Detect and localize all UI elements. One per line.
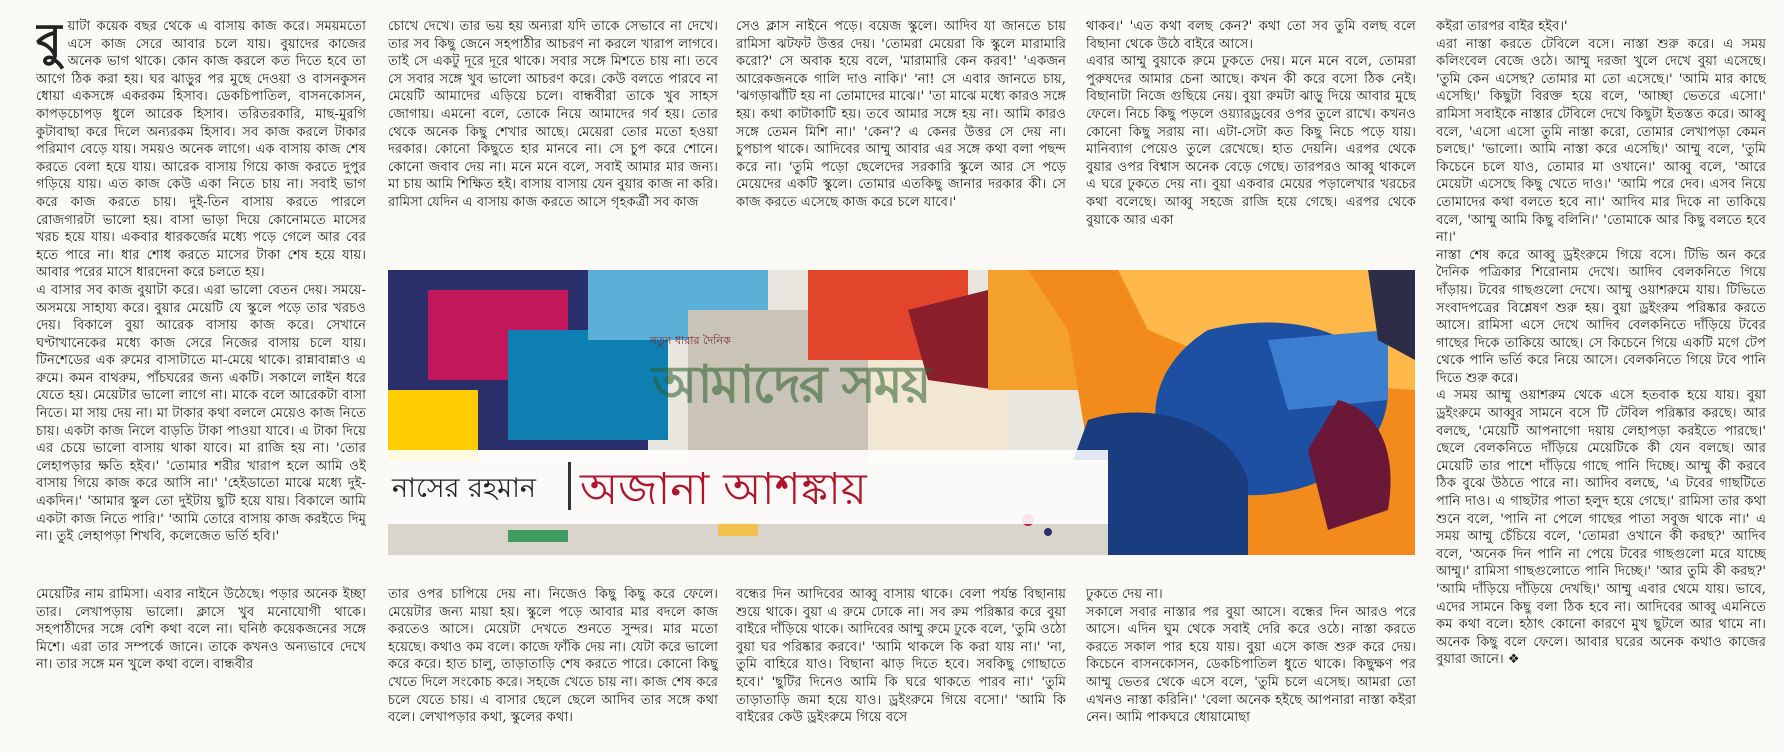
- article-column-1: [36, 18, 366, 583]
- column-text: থাকব।' 'এত কথা বলছ কেন?' কথা তো সব তুমি বলছ বলে বিছানা থেকে উঠে বাইরে আসে। এবার আম্মু বুয়াকে রুমে ঢুকতে দেয়। মনে মনে বলে, তোমরা পুরুষদের আমার চেনা আছে। কখন কী করে বসো ঠিক নেই। বিছানাটা নিজে গুছিয়ে নেয়। বুয়া রুমটা ঝাড়ু দিয়ে আবার মুছে ফেলে। নিচে কিছু পড়লে ওয়্যারড্রবের ওপর তুলে রাখে। কখনও কোনো কিছু সরায় না। এটা-সেটা কত কিছু নিচে পড়ে যায়। মানিব্যাগ পেয়েও তুলে রেখেছে। হাত দেয়নি। এরপর থেকে বুয়ার ওপর বিশ্বাস অনেক বেড়ে গেছে। তারপরও আব্বু থাকলে এ ঘরে ঢুকতে দেয় না। বুয়া একবার মেয়ের পড়ালেখার খরচের কথা বলেছে। আব্বু সহজে রাজি হয়ে গেছে। এরপর থেকে বুয়াকে আর একা: [1086, 19, 1416, 228]
- column-text: সেও ক্লাস নাইনে পড়ে। বয়েজ স্কুলে। আদিব যা জানতে চায় রামিসা ঝটফট উত্তর দেয়। 'তোমরা মেয়েরা কি স্কুলে মারামারি করো?' সে অবাক হয়ে বলে, 'মারামারি কেন করব!' 'একজন আরেকজনকে গালি দাও নাকি।' 'না! সে এবার জানতে চায়, 'ঝগড়াঝাঁটি হয় না তোমাদের মাঝে।' 'তা মাঝে মধ্যে কারও সঙ্গে হয়। কথা কাটাকাটি হয়। তবে আমার সঙ্গে হয় না। আমি কারও সঙ্গে তেমন মিশি না।' 'কেন'? এ কেনর উত্তর সে দেয় না। চুপচাপ থাকে। আদিবের আম্মু আবার এর সঙ্গে কথা বলা পছন্দ করে না। 'তুমি পড়ো ছেলেদের সরকারি স্কুলে আর সে পড়ে মেয়েদের একটি স্কুলে। তোমার এতকিছু জানার দরকার কী। সে কাজ করতে এসেছে কাজ করে চলে যাবে।': [736, 19, 1066, 210]
- article-column-3: [736, 18, 1066, 263]
- column-text: ঢুকতে দেয় না। সকালে সবার নাস্তার পর বুয়া আসে। বন্ধের দিন আরও পরে আসে। এদিন ঘুম থেকে সবাই দেরি করে ওঠে। নাস্তা করতে করতে সকাল পার হয়ে যায়। বুয়া এসে কাজ শুরু করে দেয়। কিচেনে বাসনকোসন, ডেকচিপাতিল ধুতে থাকে। কিছুক্ষণ পর আম্মু ভেতর থেকে এসে বলে, 'তুমি চলে এসেছ। আমরা তো এখনও নাস্তা করিনি।' 'বেলা অনেক হইছে আপনারা নাস্তা কইরা নেন। আমি পাকঘরে ধোয়ামোছা: [1086, 587, 1416, 726]
- article-column-1-bottom: [36, 586, 366, 746]
- article-column-2-bottom: [388, 586, 718, 746]
- article-column-5: [1436, 18, 1766, 746]
- author-name: নাসের রহমান: [392, 473, 537, 504]
- article-column-2: [388, 18, 718, 263]
- article-banner: [388, 270, 1415, 555]
- title-band: [388, 450, 1108, 524]
- column-text: মেয়েটির নাম রামিসা। এবার নাইনে উঠেছে। পড়ার অনেক ইচ্ছা তার। লেখাপড়ায় ভালো। ক্লাসে খুব মনোযোগী থাকে। সহপাঠীদের সঙ্গে বেশি কথা বলে না। ঘনিষ্ঠ কয়েকজনের সঙ্গে মিশে। এরা তার সম্পর্কে জানে। তাকে কখনও অন্যভাবে দেখে না। তার সঙ্গে মন খুলে কথা বলে। বান্ধবীর: [36, 587, 366, 673]
- story-title: অজানা আশঙ্কায়: [580, 464, 867, 515]
- article-column-3-bottom: [736, 586, 1066, 746]
- drop-cap: বু: [36, 18, 62, 67]
- title-divider: [568, 462, 571, 510]
- article-column-4-bottom: [1086, 586, 1416, 746]
- column-text: তার ওপর চাপিয়ে দেয় না। নিজেও কিছু কিছু করে ফেলে। মেয়েটার জন্য মায়া হয়। স্কুলে পড়ে আবার মার বদলে কাজ করতেও আসে। মেয়েটা দেখতে শুনতে সুন্দর। মার মতো হয়েছে। কথাও কম বলে। কাজে ফাঁকি দেয় না। যেটা করে ভালো করে করে। হাত চালু, তাড়াতাড়ি শেষ করতে পারে। কোনো কিছু খেতে দিলে সংকোচ করে। সহজে খেতে চায় না। কাজ শেষ করে চলে যেতে চায়। এ বাসার ছেলে ছেলে আদিব তার সঙ্গে কথা বলে। লেখাপড়ার কথা, স্কুলের কথা।: [388, 587, 718, 726]
- masthead-tagline: নতুন ধারার দৈনিক: [650, 334, 731, 347]
- article-column-4: [1086, 18, 1416, 263]
- column-text: য়াটা কয়েক বছর থেকে এ বাসায় কাজ করে। সময়মতো এসে কাজ সেরে আবার চলে যায়। বুয়াদের কাজের অনেক ভাগ থাকে। কোন কাজ করলে কত দিতে হবে তা আগে ঠিক করা হয়। ঘর ঝাড়ুর পর মুছে দেওয়া ও বাসনকুসন ধোয়া একসঙ্গে একরকম হিসাব। ডেকচিপাতিল, বাসনকোসন, কাপড়চোপড় ধুলে আরেক হিসাব। তরিতরকারি, মাছ-মুরগি কুটাবাছা করে দিলে অন্যরকম হিসাব। সব কাজ করলে টাকার পরিমাণ বেড়ে যায়। সময়ও অনেক লাগে। এক বাসায় কাজ শেষ করতে বেলা হয়ে যায়। আরেক বাসায় গিয়ে কাজ করতে দুপুর গড়িয়ে যায়। এত কাজ কেউ একা নিতে চায় না। সবাই ভাগ করে কাজ করতে চায়। দুই-তিন বাসায় করতে পারলে রোজগারটা ভালো হয়। বাসা ভাড়া দিয়ে কোনোমতে মাসের খরচ হয়ে যায়। একবার ধারকর্জের মধ্যে পড়ে গেলে আর বের হতে পারে না। ধার শোধ করতে মাসের টাকা শেষ হয়ে যায়। আবার পরের মাসে ধারদেনা করে চলতে হয়। এ বাসার সব কাজ বুয়াটা করে। এরা ভালো বেতন দেয়। সময়ে-অসময়ে সাহায্য করে। বুয়ার মেয়েটি যে স্কুলে পড়ে তার খরচও দেয়। বিকালে বুয়া আরেক বাসায় কাজ করে। সেখানে ঘণ্টাখানেকের মধ্যে কাজ সেরে নিজের বাসায় চলে যায়। টিনশেডের এক রুমের বাসাটাতে মা-মেয়ে থাকে। রান্নাবান্নাও এ রুমে। কমন বাথরুম, পাঁচঘরের জন্য একটি। সকালে লাইন ধরে যেতে হয়। মেয়েটার ভালো লাগে না। মাকে বলে আরেকটা বাসা নিতে। মা সায় দেয় না। মা টাকার কথা বললে মেয়েও কাজ নিতে চায়। একটা কাজ নিলে বাড়তি টাকা পাওয়া যাবে। এ টাকা দিয়ে এর চেয়ে ভালো বাসায় থাকা যাবে। মা রাজি হয় না। 'তোর লেহাপড়ার ক্ষতি হইব।' 'তোমার শরীর খারাপ হলে আমি ওই বাসায় গিয়ে কাজ করে আসি না।' 'হেইডাতো মাঝে মধ্যে দুই-একদিন।' 'আমার স্কুল তো দুইটায় ছুটি হয়ে যায়। বিকালে আমি একটা কাজ নিতে পারি।' 'আমি তোরে বাসায় কাজ করইতে দিমু না। তুই লেহাপড়া শিখবি, কলেজেত ভর্তি হবি।': [36, 19, 366, 545]
- column-text: চোখে দেখে। তার ভয় হয় অন্যরা যদি তাকে সেভাবে না দেখে। তার সব কিছু জেনে সহপাঠীর আচরণ না করলে খারাপ লাগবে। তাই সে একটু দূরে দূরে থাকে। সবার সঙ্গে মিশতে চায় না। তবে সে সবার সঙ্গে খুব ভালো আচরণ করে। কেউ বলতে পারবে না মেয়েটি আমাদের এড়িয়ে চলে। বান্ধবীরা তাকে খুব সাহস জোগায়। এমনো বলে, তোকে নিয়ে আমাদের গর্ব হয়। তোর থেকে অনেক কিছু শেখার আছে। মেয়েরা তোর মতো হওয়া দরকার। কোনো কিছুতে হার মানবে না। সে চুপ করে শোনে। কোনো জবাব দেয় না। মনে মনে বলে, সবাই আমার মার জন্য। মা চায় আমি শিক্ষিত হই। বাসায় বাসায় যেন বুয়ার কাজ না করি। রামিসা যেদিন এ বাসায় কাজ করতে আসে গৃহকর্ত্রী সব কাজ: [388, 19, 718, 210]
- newspaper-masthead: [650, 332, 1115, 415]
- masthead-title: আমাদের সময়: [652, 355, 930, 415]
- column-text: বন্ধের দিন আদিবের আব্বু বাসায় থাকে। বেলা পর্যন্ত বিছানায় শুয়ে থাকে। বুয়া এ রুমে ঢোকে না। সব রুম পরিষ্কার করে বুয়া বাইরে দাঁড়িয়ে থাকে। আদিবের আম্মু রুমে ঢুকে বলে, 'তুমি ওঠো বুয়া ঘর পরিষ্কার করবে।' 'আমি থাকলে কি করা যায় না।' 'না, তুমি বাহিরে যাও। বিছানা ঝাড় দিতে হবে। সবকিছু গোছাতে হবে।' 'ছুটির দিনেও আমি কি ঘরে থাকতে পারব না।' 'তুমি তাড়াতাড়ি জমা হয়ে যাও। ড্রইংরুমে গিয়ে বসো।' 'আমি কি বাইরের কেউ ড্রইংরুমে গিয়ে বসে: [736, 587, 1066, 726]
- column-text: কইরা তারপর বাইর হইব।' এরা নাস্তা করতে টেবিলে বসে। নাস্তা শুরু করে। এ সময় কলিংবেল বেজে ওঠে। আম্মু দরজা খুলে দেখে বুয়া এসেছে। 'তুমি কেন এসেছ? তোমার মা তো এসেছে।' 'আমি মার কাছে এসেছি।' কিছুটা বিরক্ত হয়ে বলে, 'আচ্ছা ভেতরে এসো।' রামিসা সবাইকে নাস্তার টেবিলে দেখে কিছুটা ইতস্তত করে। আব্বু বলে, 'এসো এসো তুমি নাস্তা করো, তোমার লেখাপড়া কেমন চলছে।' 'ভালো। আমি নাস্তা করে এসেছি।' আম্মু বলে, 'তুমি কিচেনে চলে যাও, তোমার মা ওখানে।' আব্বু বলে, 'আরে মেয়েটা এসেছে কিছু খেতে দাও।' 'আমি পরে দেব। এসব নিয়ে তোমাদের কথা বলতে হবে না।' আদিব মার দিকে না তাকিয়ে বলে, 'আম্মু আমি কিছু বলিনি।' 'তোমাকে আর কিছু বলতে হবে না।' নাস্তা শেষ করে আব্বু ড্রইংরুমে গিয়ে বসে। টিভি অন করে দৈনিক পত্রিকার শিরোনাম দেখে। আদিব বেলকনিতে গিয়ে দাঁড়ায়। টবের গাছগুলো দেখে। আম্মু ওয়াশরুমে যায়। টিভিতে সংবাদপত্রের বিশ্লেষণ শুরু হয়। বুয়া ড্রইংরুম পরিষ্কার করতে আসে। রামিসা এসে দেখে আদিব বেলকনিতে দাঁড়িয়ে টবের গাছের দিকে তাকিয়ে আছে। সে কিচেনে গিয়ে একটি মগে টেপ থেকে পানি ভর্তি করে নিয়ে আসে। বেলকনিতে গিয়ে টবে পানি দিতে শুরু করে। এ সময় আম্মু ওয়াশরুম থেকে এসে হতবাক হয়ে যায়। বুয়া ড্রইংরুমে আব্বুর সামনে বসে টি টেবিল পরিষ্কার করছে। আর বলছে, 'মেয়েটি আপনাগো দয়ায় লেহাপড়া করইতে পারছে।' ছেলে বেলকনিতে দাঁড়িয়ে মেয়েটিকে কী যেন বলছে। আর মেয়েটি তার পাশে দাঁড়িয়ে গাছে পানি দিচ্ছে। আম্মু কী করবে ঠিক বুঝে উঠতে পারে না। আদিব বলছে, 'এ টবের গাছটিতে পানি দাও। এ গাছটার পাতা হলুদ হয়ে গেছে।' রামিসা তার কথা শুনে বলে, 'পানি না পেলে গাছের পাতা সবুজ থাকে না।' এ সময় আম্মু চেঁচিয়ে বলে, 'তোমরা ওখানে কী করছ?' আদিব বলে, 'অনেক দিন পানি না পেয়ে টবের গাছগুলো মরে যাচ্ছে আম্মু।' রামিসা গাছগুলোতে পানি দিচ্ছে।' 'আর তুমি কী করছ?' 'আমি দাঁড়িয়ে দাঁড়িয়ে দেখছি।' আম্মু এবার থেমে যায়। ভাবে, এদের সামনে কিছু বলা ঠিক হবে না। আদিবের আব্বু এমনিতে কম কথা বলে। হঠাৎ কোনো কারণে মুখ ছুটলে আর থামে না। অনেক কিছু বলে ফেলে। আবার ঘরের অনেক কথাও কাজের বুয়ারা জানে। ❖: [1436, 19, 1766, 668]
